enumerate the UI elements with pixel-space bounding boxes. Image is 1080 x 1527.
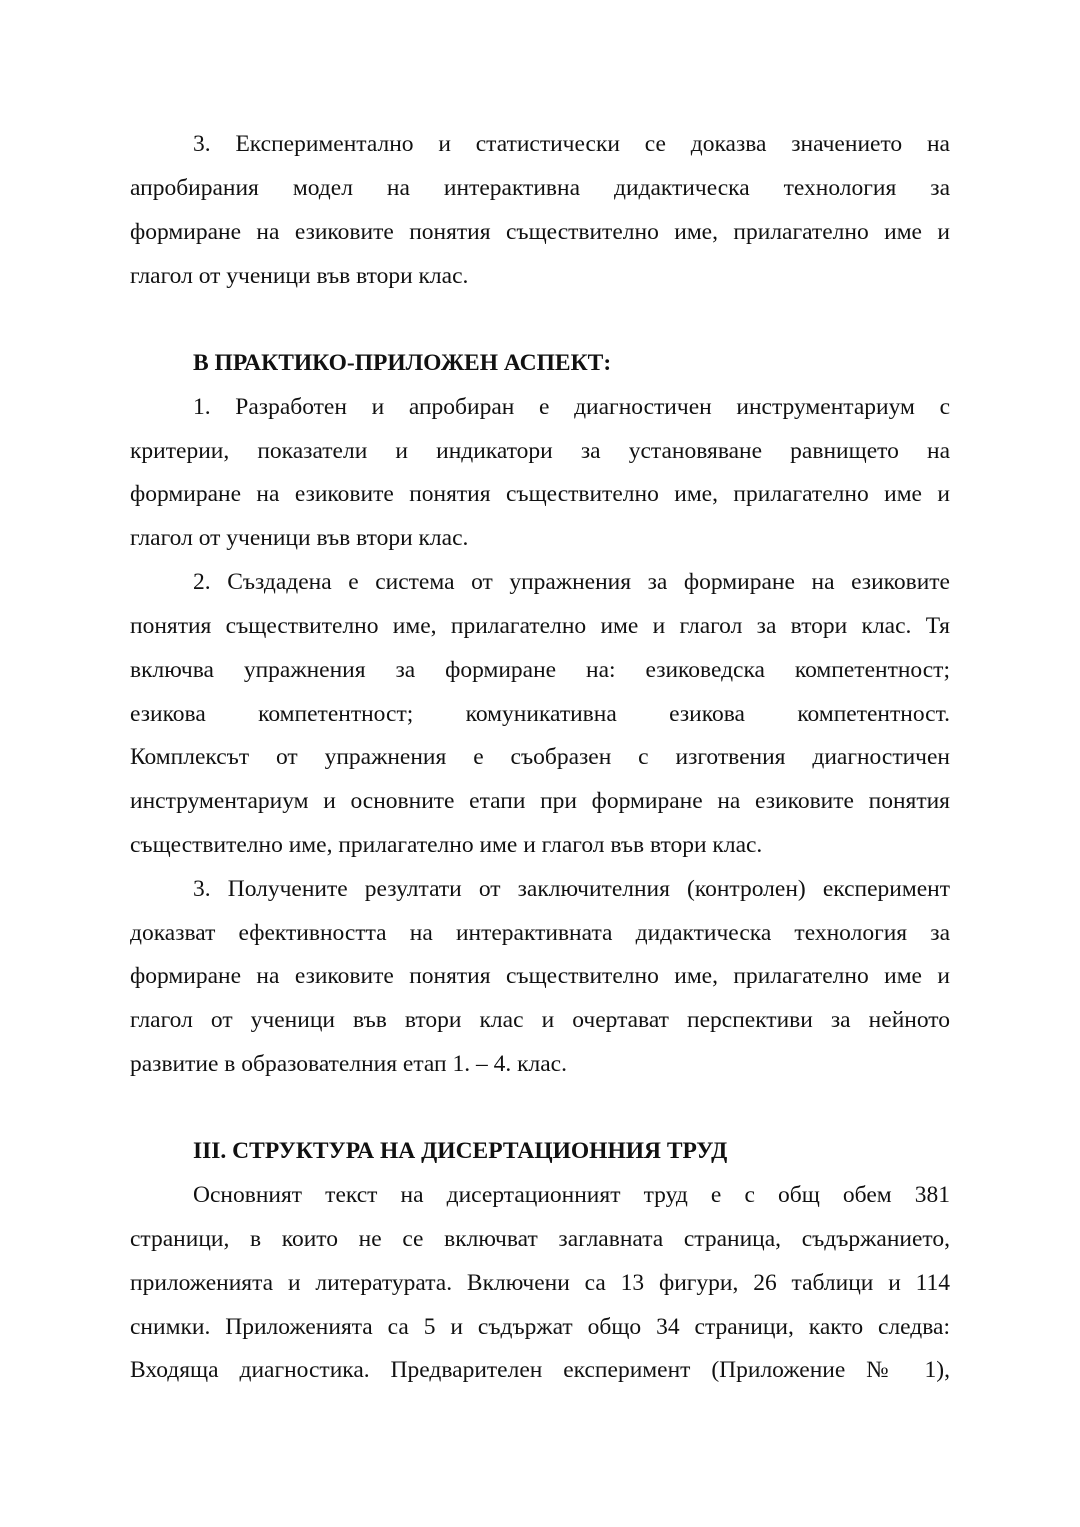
paragraph-line: глагол от ученици във втори клас. xyxy=(130,263,469,289)
paragraph-line: Комплексът от упражнения е съобразен с изготвения диагностичен xyxy=(130,744,950,770)
paragraph-line: формиране на езиковите понятия съществително име, прилагателно име и xyxy=(130,219,950,245)
paragraph-line: приложенията и литературата. Включени са 13 фигури, 26 таблици и 114 xyxy=(130,1270,950,1296)
paragraph-line: 3. Получените резултати от заключителния (контролен) експеримент xyxy=(193,876,950,902)
paragraph-line: 1. Разработен и апробиран е диагностичен инструментариум с xyxy=(193,394,950,420)
paragraph-line: глагол от ученици във втори клас. xyxy=(130,525,469,551)
paragraph-line: езикова компетентност; комуникативна езикова компетентност. xyxy=(130,701,950,727)
paragraph-line: Основният текст на дисертационният труд е с общ обем 381 xyxy=(193,1182,950,1208)
paragraph-line: доказват ефективността на интерактивната дидактическа технология за xyxy=(130,920,950,946)
paragraph-line: снимки. Приложенията са 5 и съдържат общо 34 страници, както следва: xyxy=(130,1314,950,1340)
section-heading: В ПРАКТИКО-ПРИЛОЖЕН АСПЕКТ: xyxy=(193,350,612,376)
paragraph-line: развитие в образователния етап 1. – 4. клас. xyxy=(130,1051,567,1077)
paragraph-line: формиране на езиковите понятия съществително име, прилагателно име и xyxy=(130,481,950,507)
paragraph-line: инструментариум и основните етапи при формиране на езиковите понятия xyxy=(130,788,950,814)
paragraph-line: глагол от ученици във втори клас и очертават перспективи за нейното xyxy=(130,1007,950,1033)
paragraph-line: Входяща диагностика. Предварителен експеримент (Приложение № 1), xyxy=(130,1357,950,1383)
paragraph-line: 3. Експериментално и статистически се доказва значението на xyxy=(193,131,950,157)
paragraph-line: страници, в които не се включват заглавната страница, съдържанието, xyxy=(130,1226,950,1252)
paragraph-line: критерии, показатели и индикатори за установяване равнището на xyxy=(130,438,950,464)
paragraph-line: 2. Създадена е система от упражнения за формиране на езиковите xyxy=(193,569,950,595)
paragraph-line: апробирания модел на интерактивна дидактическа технология за xyxy=(130,175,950,201)
paragraph-line: съществително име, прилагателно име и глагол във втори клас. xyxy=(130,832,763,858)
section-heading: III. СТРУКТУРА НА ДИСЕРТАЦИОННИЯ ТРУД xyxy=(193,1138,728,1164)
paragraph-line: понятия съществително име, прилагателно име и глагол за втори клас. Тя xyxy=(130,613,950,639)
paragraph-line: формиране на езиковите понятия съществително име, прилагателно име и xyxy=(130,963,950,989)
paragraph-line: включва упражнения за формиране на: езиковедска компетентност; xyxy=(130,657,950,683)
